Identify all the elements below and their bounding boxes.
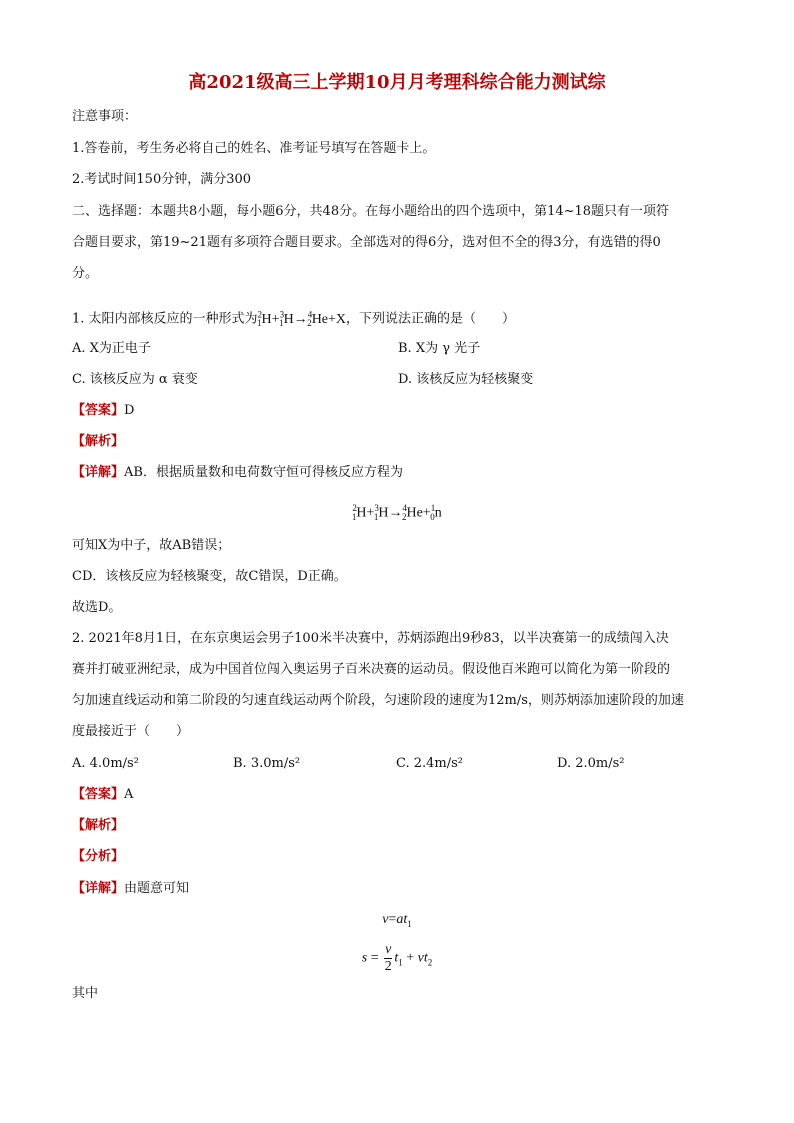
- page-title: 高2021级高三上学期10月月考理科综合能力测试综: [188, 72, 606, 93]
- q2-detail-label: 【详解】: [72, 881, 125, 896]
- q2-analysis-label: 【解析】: [72, 818, 125, 833]
- q2-detail: [72, 880, 189, 898]
- q2-equation-1: $v=at_1$: [382, 912, 412, 929]
- q1-detail: [72, 464, 403, 482]
- note-1: 1.答卷前，考生务必将自己的姓名、准考证号填写在答题卡上。: [72, 141, 436, 156]
- q1-detail-text: AB．根据质量数和电荷数守恒可得核反应方程为: [124, 465, 403, 480]
- section-intro-line-2: 合题目要求，第19~21题有多项符合题目要求。全部选对的得6分，选对但不全的得3分，有选错的得0: [72, 235, 661, 250]
- q2-option-c: C. 2.4m/s²: [396, 756, 464, 771]
- q1-option-c: C. 该核反应为 α 衰变: [72, 372, 198, 387]
- q1-answer-value: D: [124, 403, 135, 418]
- q2-answer-value: A: [124, 787, 134, 802]
- q2-stem-line-2: 赛并打破亚洲纪录，成为中国首位闯入奥运男子百米决赛的运动员。假设他百米跑可以简化为第一阶段的: [72, 662, 671, 677]
- q2-stem-line-3: 匀加速直线运动和第二阶段的匀速直线运动两个阶段，匀速阶段的速度为12m/s，则苏炳添加速阶段的加速: [72, 693, 684, 708]
- q2-equation-2: s = $\frac{v}{2}$ $t_1 + vt_2$: [361, 942, 433, 974]
- q2-fenxi: [72, 848, 124, 866]
- q1-answer: [72, 402, 134, 420]
- q1-after-3: 故选D。: [72, 600, 122, 615]
- q1-reaction-equation: $^2_1$H+$^3_1$H→$^4_2$He+X: [257, 309, 347, 329]
- q1-analysis-label: 【解析】: [72, 434, 125, 449]
- q1-stem-after: ，下列说法正确的是（ ）: [346, 311, 516, 327]
- q2-option-d: D. 2.0m/s²: [557, 756, 625, 771]
- q1-option-b: B. X为 γ 光子: [398, 341, 481, 356]
- q1-answer-label: 【答案】: [72, 403, 125, 418]
- q1-full-equation: $^2_1$H+$^3_1$H→$^4_2$He+$^1_0$n: [351, 503, 442, 523]
- q2-answer-label: 【答案】: [72, 787, 125, 802]
- q1-option-d: D. 该核反应为轻核聚变: [398, 372, 534, 387]
- q1-option-a: A. X为正电子: [72, 341, 151, 356]
- q2-analysis: [72, 817, 124, 835]
- q2-option-a: A. 4.0m/s²: [72, 756, 139, 771]
- q2-stem-line-1: 2. 2021年8月1日，在东京奥运会男子100米半决赛中，苏炳添跑出9秒83，以半决赛第一的成绩闯入决: [72, 631, 669, 646]
- q2-tail: 其中: [72, 986, 99, 1001]
- q2-stem-line-4: 度最接近于（ ）: [72, 724, 190, 739]
- note-2: 2.考试时间150分钟，满分300: [72, 172, 252, 187]
- q1-analysis: [72, 433, 124, 451]
- q1-after-1: 可知X为中子，故AB错误；: [72, 538, 231, 553]
- q1-stem-before: 1. 太阳内部核反应的一种形式为: [72, 311, 258, 327]
- q2-answer: [72, 786, 133, 804]
- q1-after-2: CD．该核反应为轻核聚变，故C错误，D正确。: [72, 569, 347, 584]
- notes-heading: 注意事项：: [72, 109, 138, 124]
- q1-stem: [72, 305, 515, 332]
- section-intro-line-1: 二、选择题：本题共8小题，每小题6分，共48分。在每小题给出的四个选项中，第14~18题只有一项符: [72, 204, 670, 219]
- section-intro-line-3: 分。: [72, 266, 99, 281]
- q2-detail-text: 由题意可知: [124, 881, 190, 896]
- q2-option-b: B. 3.0m/s²: [233, 756, 301, 771]
- q2-fenxi-label: 【分析】: [72, 849, 125, 864]
- q1-detail-label: 【详解】: [72, 465, 125, 480]
